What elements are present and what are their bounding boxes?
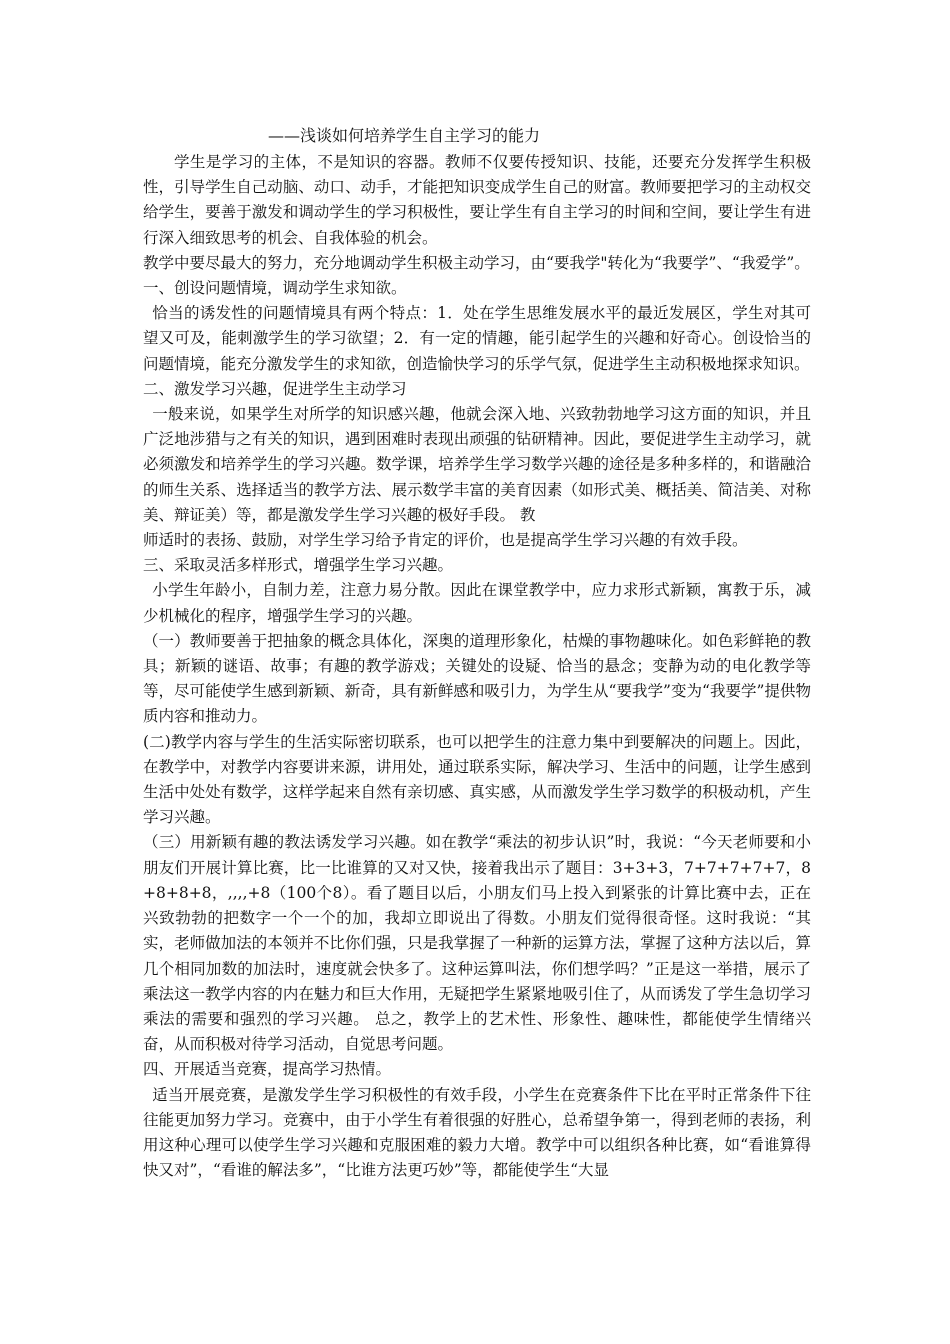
paragraph-interest: 一般来说，如果学生对所学的知识感兴趣，他就会深入地、兴致勃勃地学习这方面的知识，并且广泛地涉猎与之有关的知识，遇到困难时表现出顽强的钻研精神。因此，要促进学生主动学习，就必须激发和培养学生的学习兴趣。数学课，培养学生学习数学兴趣的途径是多种多样的，和谐融洽的师生关系、选择适当的教学方法、展示数学丰富的美育因素（如形式美、概括美、简洁美、对称美、辩证美）等，都是激发学生学习兴趣的极好手段。 教 (143, 405, 811, 524)
paragraph-item-2: (二)教学内容与学生的生活实际密切联系，也可以把学生的注意力集中到要解决的问题上。因此，在教学中，对教学内容要讲来源，讲用处，通过联系实际，解决学习、生活中的问题，让学生感到生活中处处有数学，这样学起来自然有亲切感、真实感，从而激发学生学习数学的积极动机，产生学习兴趣。 (143, 732, 811, 827)
paragraph-praise: 师适时的表扬、鼓励，对学生学习给予肯定的评价，也是提高学生学习兴趣的有效手段。 (143, 531, 748, 550)
paragraph-item-3: （三）用新颖有趣的教法诱发学习兴趣。如在教学“乘法的初步认识”时，我说：“今天老师要和小朋友们开展计算比赛，比一比谁算的又对又快，接着我出示了题目：3+3+3，7+7+7+7+7，8+8+8+8，,,,,+8（100个8）。看了题目以后，小朋友们马上投入到紧张的计算比赛中去，正在兴致勃勃的把数字一个一个的加，我却立即说出了得数。小朋友们觉得很奇怪。这时我说：“其实，老师做加法的本领并不比你们强，只是我掌握了一种新的运算方法，掌握了这种方法以后，算几个相同加数的加法时，速度就会快多了。这种运算叫法，你们想学吗？”正是这一举措，展示了乘法这一教学内容的内在魅力和巨大作用，无疑把学生紧紧地吸引住了，从而诱发了学生急切学习乘法的需要和强烈的学习兴趣。 总之，教学上的艺术性、形象性、趣味性，都能使学生情绪兴奋，从而积极对待学习活动，自觉思考问题。 (143, 833, 811, 1054)
section-heading-3: 三、采取灵活多样形式，增强学生学习兴趣。 (143, 556, 454, 575)
paragraph-flexible-forms: 小学生年龄小，自制力差，注意力易分散。因此在课堂教学中，应力求形式新颖，寓教于乐，减少机械化的程序，增强学生学习的兴趣。 (143, 581, 811, 625)
paragraph-goal: 教学中要尽最大的努力，充分地调动学生积极主动学习，由“要我学"转化为“我要学”、“我爱学”。 (143, 253, 810, 272)
section-heading-2: 二、激发学习兴趣，促进学生主动学习 (143, 379, 407, 398)
document-subtitle: ——浅谈如何培养学生自主学习的能力 (268, 126, 541, 145)
paragraph-competition: 适当开展竞赛，是激发学生学习积极性的有效手段，小学生在竞赛条件下比在平时正常条件下往往能更加努力学习。竞赛中，由于小学生有着很强的好胜心，总希望争第一，得到老师的表扬，利用这种心理可以使学生学习兴趣和克服困难的毅力大增。教学中可以组织各种比赛，如“看谁算得快又对”，“看谁的解法多”，“比谁方法更巧妙”等，都能使学生“大显 (143, 1085, 811, 1180)
section-heading-1: 一、创设问题情境，调动学生求知欲。 (143, 279, 407, 298)
paragraph-intro: 学生是学习的主体，不是知识的容器。教师不仅要传授知识、技能，还要充分发挥学生积极性，引导学生自己动脑、动口、动手，才能把知识变成学生自己的财富。教师要把学习的主动权交给学生，要善于激发和调动学生的学习积极性，要让学生有自主学习的时间和空间，要让学生有进行深入细致思考的机会、自我体验的机会。 (143, 153, 811, 247)
document-body (143, 150, 811, 1183)
paragraph-problem-situation: 恰当的诱发性的问题情境具有两个特点：1．处在学生思维发展水平的最近发展区，学生对其可望又可及，能刺激学生的学习欲望；2．有一定的情趣，能引起学生的兴趣和好奇心。创设恰当的问题情境，能充分激发学生的求知欲，创造愉快学习的乐学气氛，促进学生主动积极地探求知识。 (143, 304, 811, 373)
paragraph-item-1: （一）教师要善于把抽象的概念具体化，深奥的道理形象化，枯燥的事物趣味化。如色彩鲜艳的教具；新颖的谜语、故事；有趣的教学游戏；关键处的设疑、恰当的悬念；变静为动的电化教学等等，尽可能使学生感到新颖、新奇，具有新鲜感和吸引力，为学生从“要我学”变为“我要学”提供物质内容和推动力。 (143, 631, 811, 726)
section-heading-4: 四、开展适当竞赛，提高学习热情。 (143, 1060, 392, 1079)
